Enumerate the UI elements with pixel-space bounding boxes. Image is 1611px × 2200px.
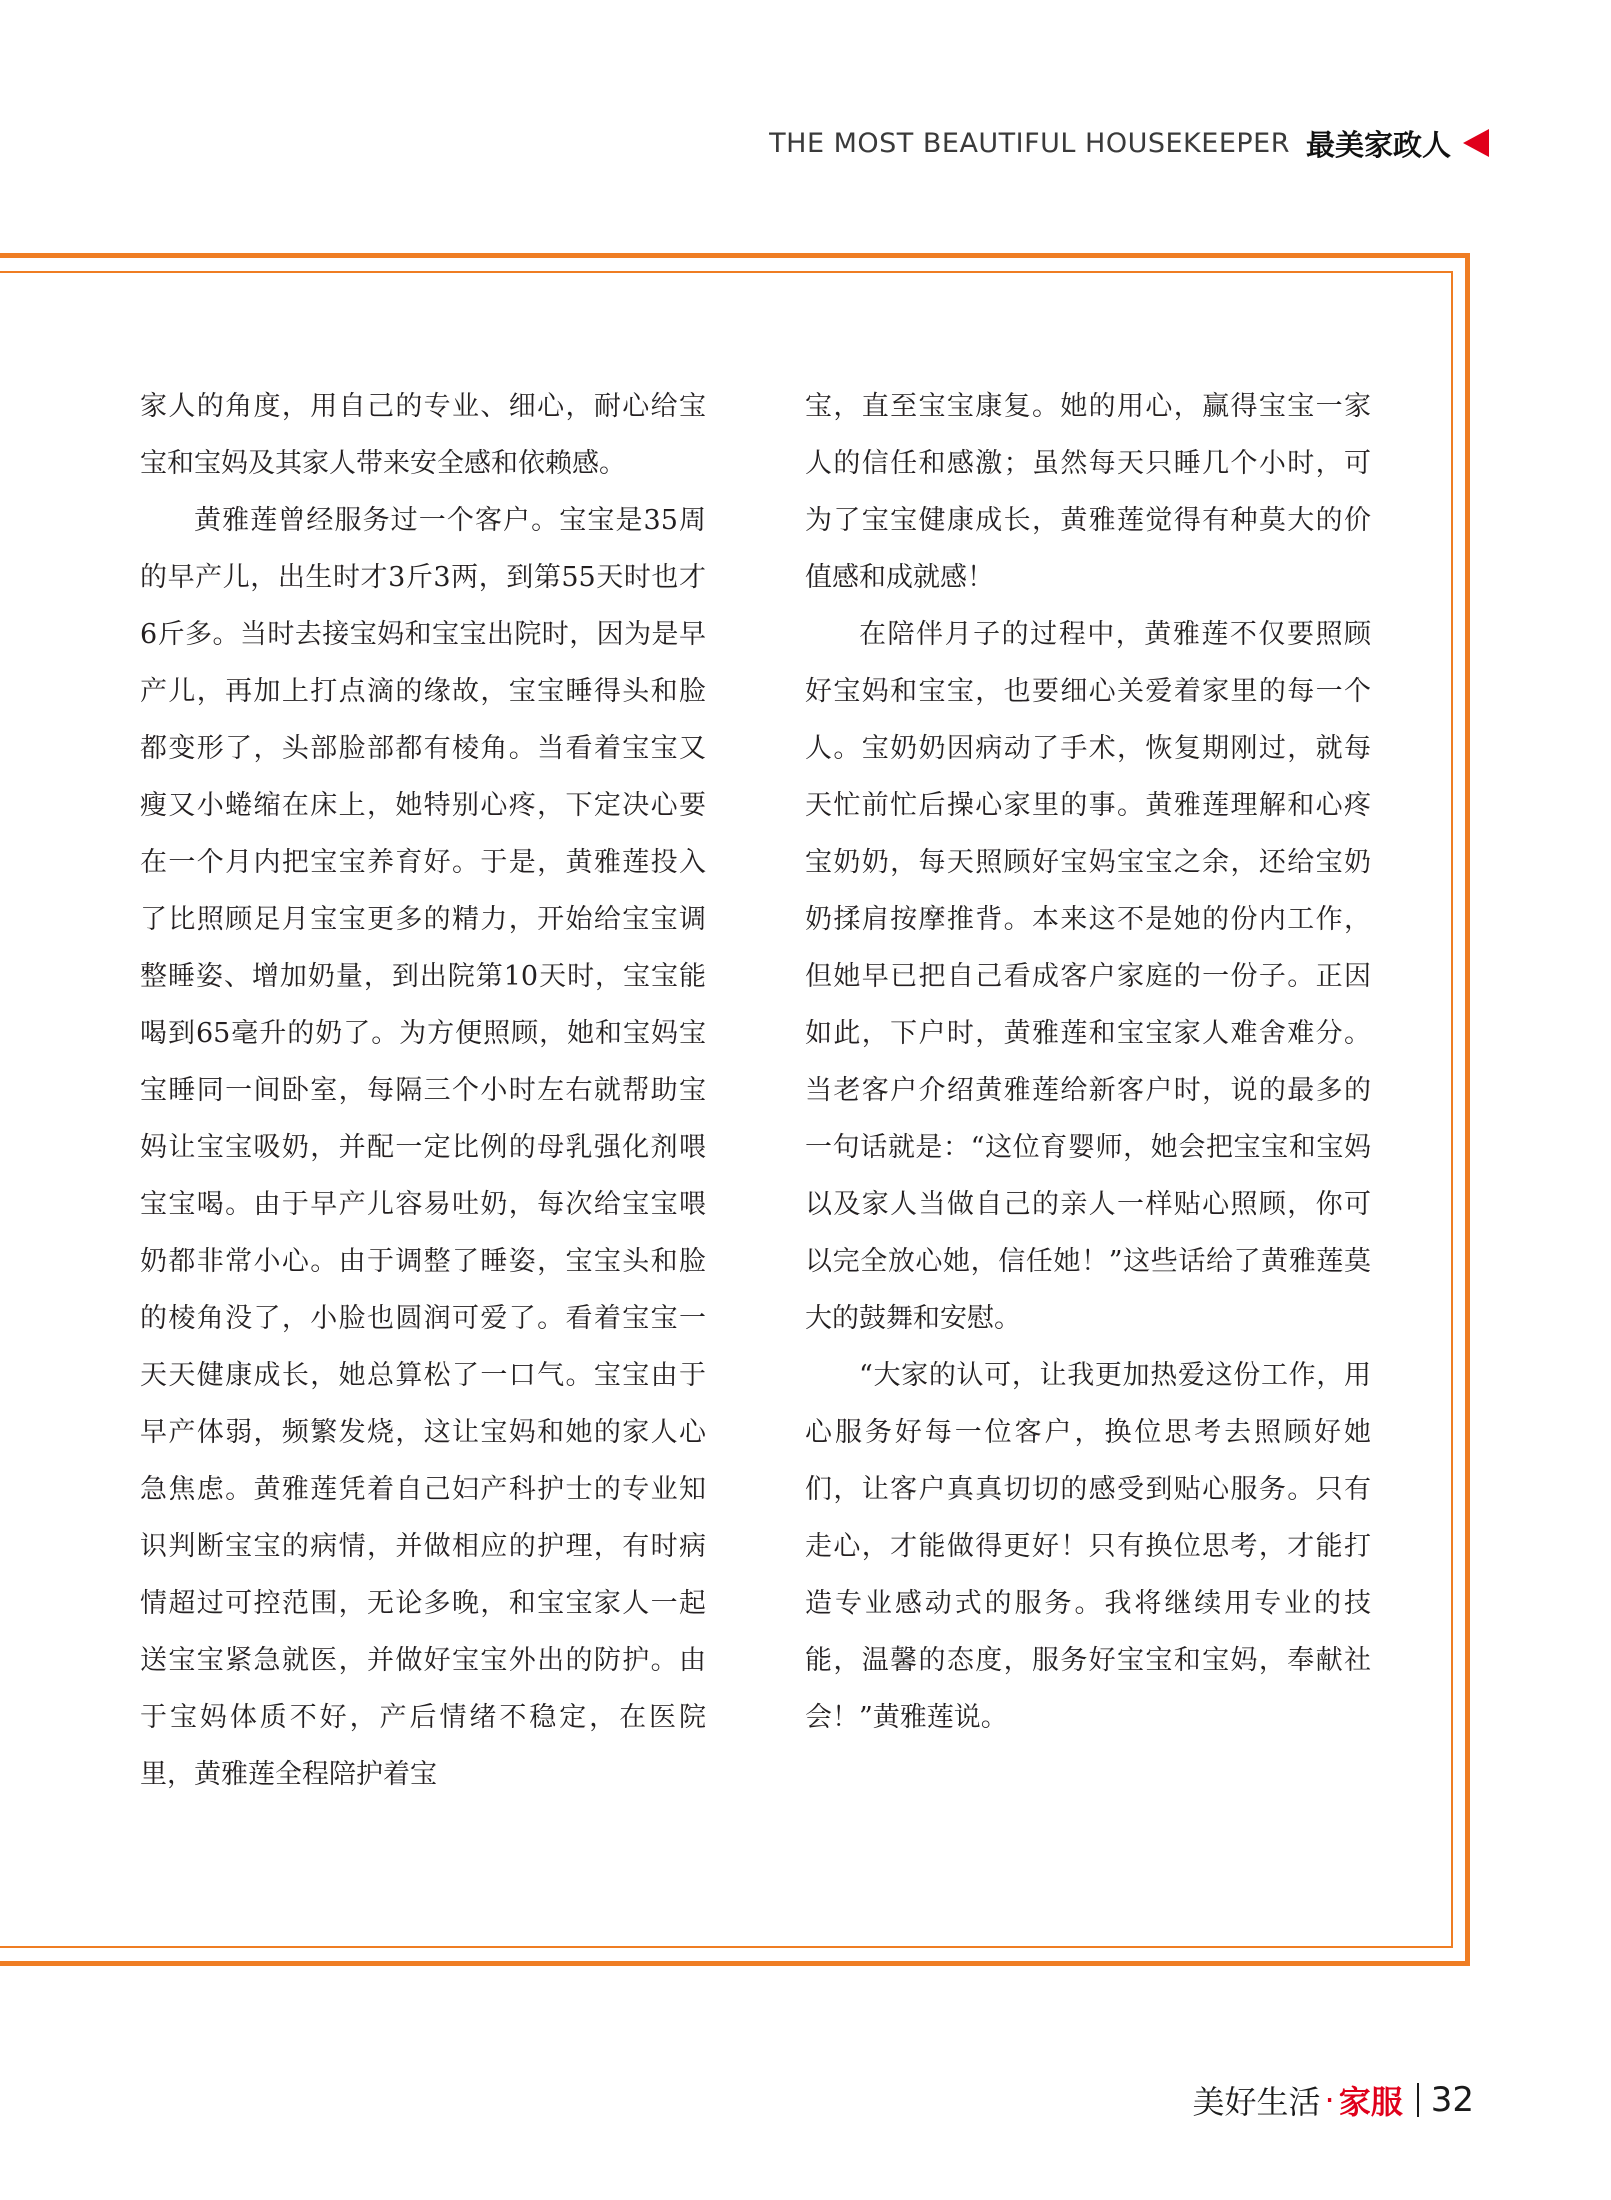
page-footer <box>1193 2075 1474 2125</box>
page-number: 32 <box>1430 2080 1474 2120</box>
footer-dot: · <box>1324 2081 1335 2119</box>
article-paragraph: 家人的角度，用自己的专业、细心，耐心给宝宝和宝妈及其家人带来安全感和依赖感。 <box>140 391 706 479</box>
header-chinese-title: 最美家政人 <box>1305 127 1451 162</box>
article-paragraph: 在陪伴月子的过程中，黄雅莲不仅要照顾好宝妈和宝宝，也要细心关爱着家里的每一个人。宝奶奶因病动了手术，恢复期刚过，就每天忙前忙后操心家里的事。黄雅莲理解和心疼宝奶奶，每天照顾好宝妈宝宝之余，还给宝奶奶揉肩按摩推背。本来这不是她的份内工作，但她早已把自己看成客户家庭的一份子。正因如此，下户时，黄雅莲和宝宝家人难舍难分。当老客户介绍黄雅莲给新客户时，说的最多的一句话就是：“这位育婴师，她会把宝宝和宝妈以及家人当做自己的亲人一样贴心照顾，你可以完全放心她，信任她！”这些话给了黄雅莲莫大的鼓舞和安慰。 <box>805 619 1371 1334</box>
article-paragraph: 黄雅莲曾经服务过一个客户。宝宝是35周的早产儿，出生时才3斤3两，到第55天时也才6斤多。当时去接宝妈和宝宝出院时，因为是早产儿，再加上打点滴的缘故，宝宝睡得头和脸都变形了，头部脸部都有棱角。当看着宝宝又瘦又小蜷缩在床上，她特别心疼，下定决心要在一个月内把宝宝养育好。于是，黄雅莲投入了比照顾足月宝宝更多的精力，开始给宝宝调整睡姿、增加奶量，到出院第10天时，宝宝能喝到65毫升的奶了。为方便照顾，她和宝妈宝宝睡同一间卧室，每隔三个小时左右就帮助宝妈让宝宝吸奶，并配一定比例的母乳强化剂喂宝宝喝。由于早产儿容易吐奶，每次给宝宝喂奶都非常小心。由于调整了睡姿，宝宝头和脸的棱角没了，小脸也圆润可爱了。看着宝宝一天天健康成长，她总算松了一口气。宝宝由于早产体弱，频繁发烧，这让宝妈和她的家人心急焦虑。黄雅莲凭着自己妇产科护士的专业知识判断宝宝的病情，并做相应的护理，有时病情超过可控范围，无论多晚，和宝宝家人一起送宝宝紧急就医，并做好宝宝外出的防护。由于宝妈体质不好，产后情绪不稳定，在医院里，黄雅莲全程陪护着宝 <box>140 505 706 1790</box>
footer-magazine-name: 美好生活 <box>1192 2083 1321 2121</box>
article-paragraph: 宝，直至宝宝康复。她的用心，赢得宝宝一家人的信任和感激；虽然每天只睡几个小时，可为了宝宝健康成长，黄雅莲觉得有种莫大的价值感和成就感！ <box>805 391 1371 593</box>
red-triangle-icon <box>1463 129 1489 157</box>
article-column-left <box>140 378 706 1803</box>
article-column-right <box>805 378 1371 1746</box>
footer-separator <box>1417 2083 1419 2117</box>
header-english-title: THE MOST BEAUTIFUL HOUSEKEEPER <box>769 127 1290 159</box>
article-paragraph: “大家的认可，让我更加热爱这份工作，用心服务好每一位客户，换位思考去照顾好她们，让客户真真切切的感受到贴心服务。只有走心，才能做得更好！只有换位思考，才能打造专业感动式的服务。我将继续用专业的技能，温馨的态度，服务好宝宝和宝妈，奉献社会！”黄雅莲说。 <box>805 1360 1371 1733</box>
footer-section-name: 家服 <box>1338 2083 1403 2121</box>
page-header <box>769 118 1489 168</box>
